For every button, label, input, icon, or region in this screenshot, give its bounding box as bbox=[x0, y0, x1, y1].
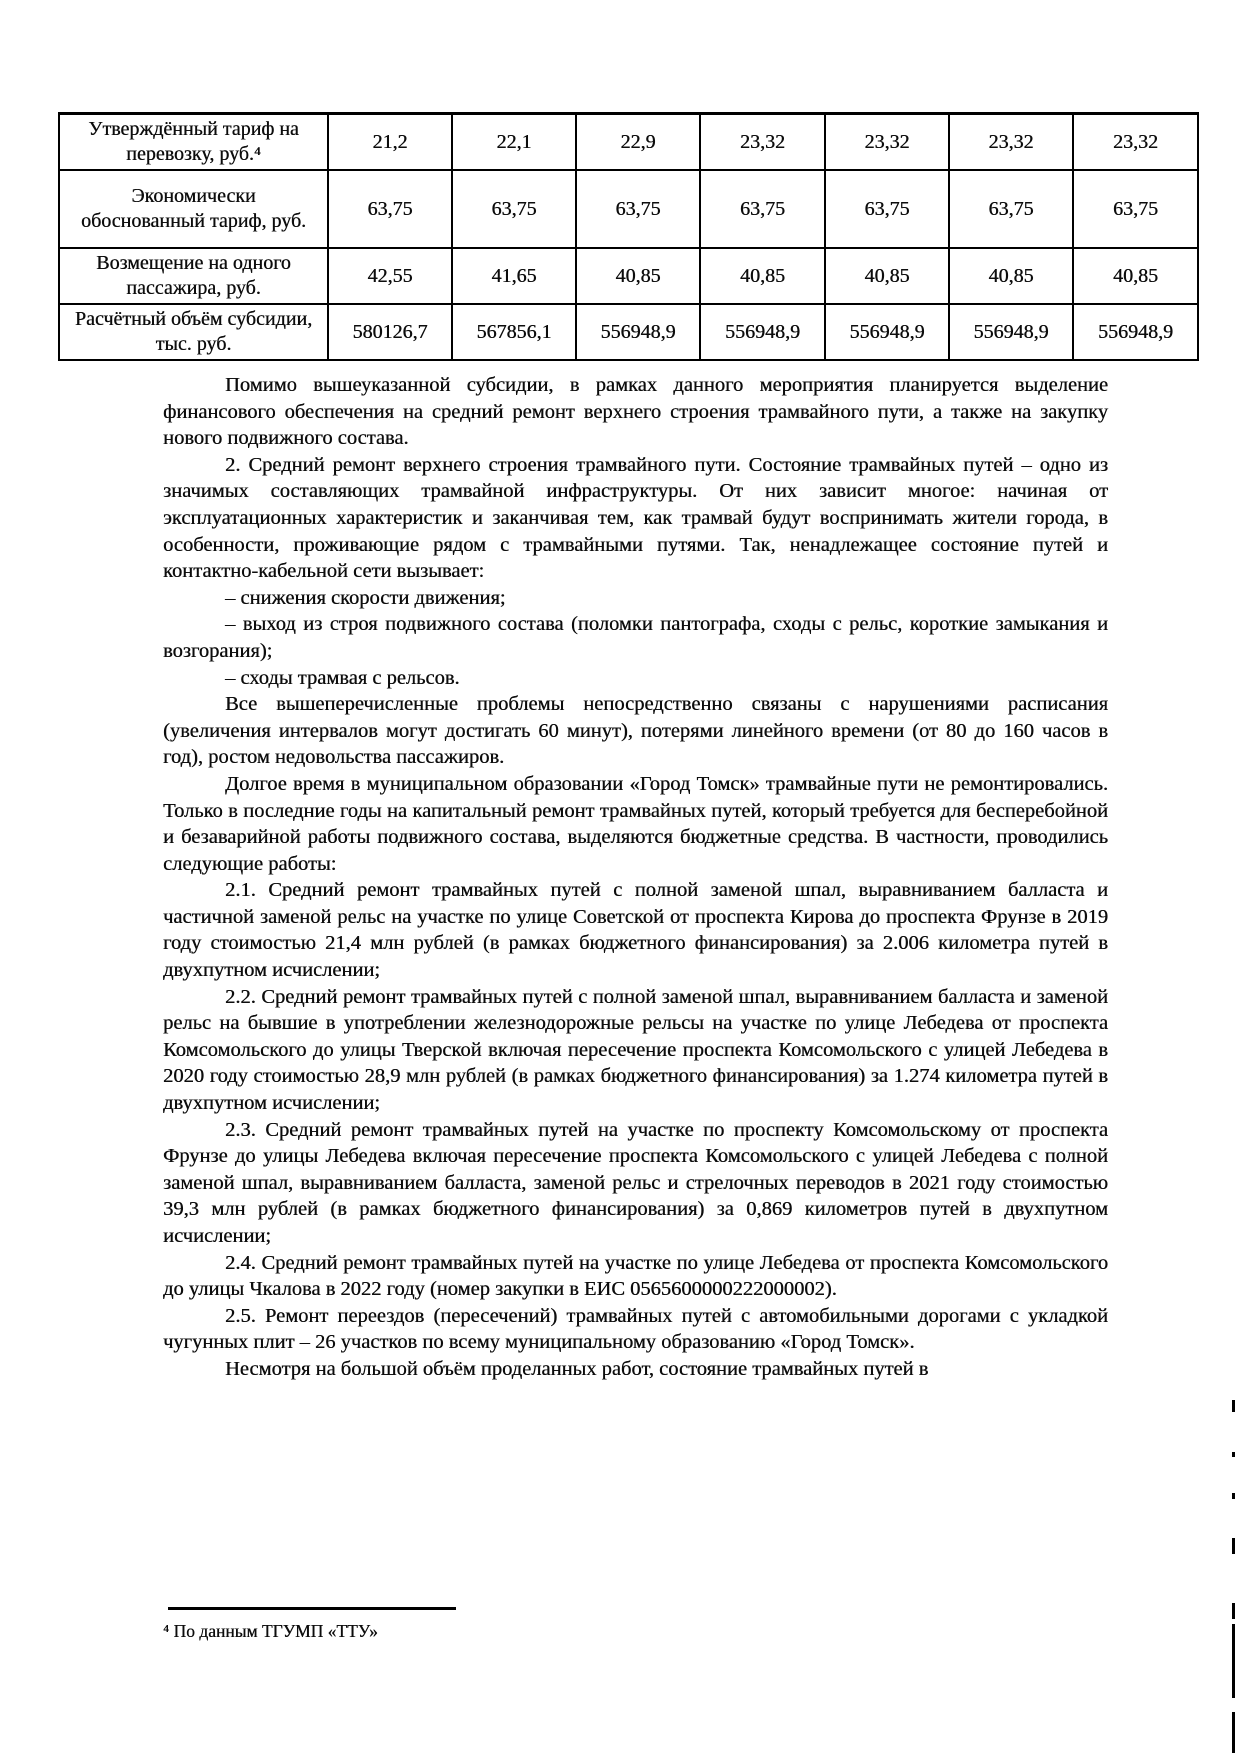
scan-artifact bbox=[1232, 1400, 1235, 1412]
footnote-divider bbox=[168, 1607, 456, 1610]
scan-artifact bbox=[1232, 1603, 1235, 1619]
scan-artifact bbox=[1232, 1493, 1235, 1499]
table-row bbox=[59, 248, 1198, 304]
list-item-dash: – сходы трамвая с рельсов. bbox=[225, 666, 460, 689]
scan-artifact bbox=[1232, 1624, 1235, 1698]
row-header: Экономически обоснованный тариф, руб. bbox=[59, 170, 328, 248]
scan-artifact bbox=[1232, 1538, 1235, 1554]
table-cell: 40,85 bbox=[825, 248, 949, 304]
list-item-dash: – снижения скорости движения; bbox=[225, 586, 506, 609]
scan-artifact bbox=[1232, 1712, 1235, 1753]
paragraph: 2.4. Средний ремонт трамвайных путей на участке по улице Лебедева от проспекта Комсомольского до улицы Чкалова в 2022 году (номер закупки в ЕИС 0565600000222000002). bbox=[163, 1251, 1108, 1301]
table-cell: 556948,9 bbox=[576, 304, 700, 360]
table-cell: 22,1 bbox=[452, 114, 576, 171]
table-cell: 40,85 bbox=[1073, 248, 1198, 304]
table-cell: 63,75 bbox=[700, 170, 825, 248]
paragraph: Все вышеперечисленные проблемы непосредственно связаны с нарушениями расписания (увеличения интервалов могут достигать 60 минут), потерями линейного времени (от 80 до 160 часов в год), ростом недовольства пассажиров. bbox=[163, 693, 1108, 769]
tariff-table bbox=[58, 112, 1199, 361]
table-cell: 63,75 bbox=[949, 170, 1073, 248]
table-cell: 63,75 bbox=[452, 170, 576, 248]
table-cell: 40,85 bbox=[700, 248, 825, 304]
scan-artifact bbox=[1232, 1452, 1235, 1457]
table-row bbox=[59, 114, 1198, 171]
table-row bbox=[59, 304, 1198, 360]
row-header: Утверждённый тариф на перевозку, руб.⁴ bbox=[59, 114, 328, 171]
table-cell: 556948,9 bbox=[825, 304, 949, 360]
table-cell: 23,32 bbox=[700, 114, 825, 171]
row-header: Расчётный объём субсидии, тыс. руб. bbox=[59, 304, 328, 360]
footnote: ⁴ По данным ТГУМП «ТТУ» bbox=[163, 1621, 378, 1641]
table-cell: 40,85 bbox=[949, 248, 1073, 304]
table-cell: 63,75 bbox=[825, 170, 949, 248]
paragraph: 2.5. Ремонт переездов (пересечений) трамвайных путей с автомобильными дорогами с укладкой чугунных плит – 26 участков по всему муниципальному образованию «Город Томск». bbox=[163, 1304, 1108, 1354]
row-header: Возмещение на одного пассажира, руб. bbox=[59, 248, 328, 304]
table-cell: 23,32 bbox=[825, 114, 949, 171]
paragraph: 2.3. Средний ремонт трамвайных путей на участке по проспекту Комсомольскому от проспекта Фрунзе до улицы Лебедева включая пересечение проспекта Комсомольского с улицей Лебедева с полной заменой шпал, выравниванием балласта, заменой рельс и стрелочных переводов в 2021 году стоимостью 39,3 млн рублей (в рамках бюджетного финансирования) за 0,869 километров путей в двухпутном исчислении; bbox=[163, 1118, 1108, 1247]
table-row bbox=[59, 170, 1198, 248]
paragraph: Помимо вышеуказанной субсидии, в рамках данного мероприятия планируется выделение финансового обеспечения на средний ремонт верхнего строения трамвайного пути, а также на закупку нового подвижного состава. bbox=[163, 374, 1108, 450]
table-cell: 40,85 bbox=[576, 248, 700, 304]
table-cell: 41,65 bbox=[452, 248, 576, 304]
table-cell: 556948,9 bbox=[1073, 304, 1198, 360]
table-cell: 63,75 bbox=[1073, 170, 1198, 248]
document-body bbox=[163, 372, 1108, 1383]
table-cell: 580126,7 bbox=[328, 304, 452, 360]
table-cell: 23,32 bbox=[949, 114, 1073, 171]
table-cell: 23,32 bbox=[1073, 114, 1198, 171]
paragraph: Несмотря на большой объём проделанных работ, состояние трамвайных путей в bbox=[225, 1357, 929, 1380]
list-item-dash: – выход из строя подвижного состава (поломки пантографа, сходы с рельс, короткие замыкания и возгорания); bbox=[163, 613, 1108, 662]
table-cell: 22,9 bbox=[576, 114, 700, 171]
paragraph: Долгое время в муниципальном образовании «Город Томск» трамвайные пути не ремонтировались. Только в последние годы на капитальный ремонт трамвайных путей, который требуется для бесперебойной и безаварийной работы подвижного состава, выделяются бюджетные средства. В частности, проводились следующие работы: bbox=[163, 772, 1108, 875]
table-cell: 567856,1 bbox=[452, 304, 576, 360]
table-cell: 63,75 bbox=[576, 170, 700, 248]
table-cell: 21,2 bbox=[328, 114, 452, 171]
table-cell: 556948,9 bbox=[700, 304, 825, 360]
table-cell: 63,75 bbox=[328, 170, 452, 248]
table-cell: 556948,9 bbox=[949, 304, 1073, 360]
paragraph: 2.2. Средний ремонт трамвайных путей с полной заменой шпал, выравниванием балласта и заменой рельс на бывшие в употреблении железнодорожные рельсы на участке по улице Лебедева от проспекта Комсомольского до улицы Тверской включая пересечение проспекта Комсомольского с улицей Лебедева в 2020 году стоимостью 28,9 млн рублей (в рамках бюджетного финансирования) за 1.274 километра путей в двухпутном исчислении; bbox=[163, 985, 1108, 1115]
table-cell: 42,55 bbox=[328, 248, 452, 304]
paragraph: 2. Средний ремонт верхнего строения трамвайного пути. Состояние трамвайных путей – одно из значимых составляющих трамвайной инфраструктуры. От них зависит многое: начиная от эксплуатационных характеристик и заканчивая тем, как трамвай будут воспринимать жители города, в особенности, проживающие рядом с трамвайными путями. Так, ненадлежащее состояние путей и контактно-кабельной сети вызывает: bbox=[163, 453, 1108, 583]
paragraph: 2.1. Средний ремонт трамвайных путей с полной заменой шпал, выравниванием балласта и частичной заменой рельс на участке по улице Советской от проспекта Кирова до проспекта Фрунзе в 2019 году стоимостью 21,4 млн рублей (в рамках бюджетного финансирования) за 2.006 километра путей в двухпутном исчислении; bbox=[163, 879, 1108, 982]
